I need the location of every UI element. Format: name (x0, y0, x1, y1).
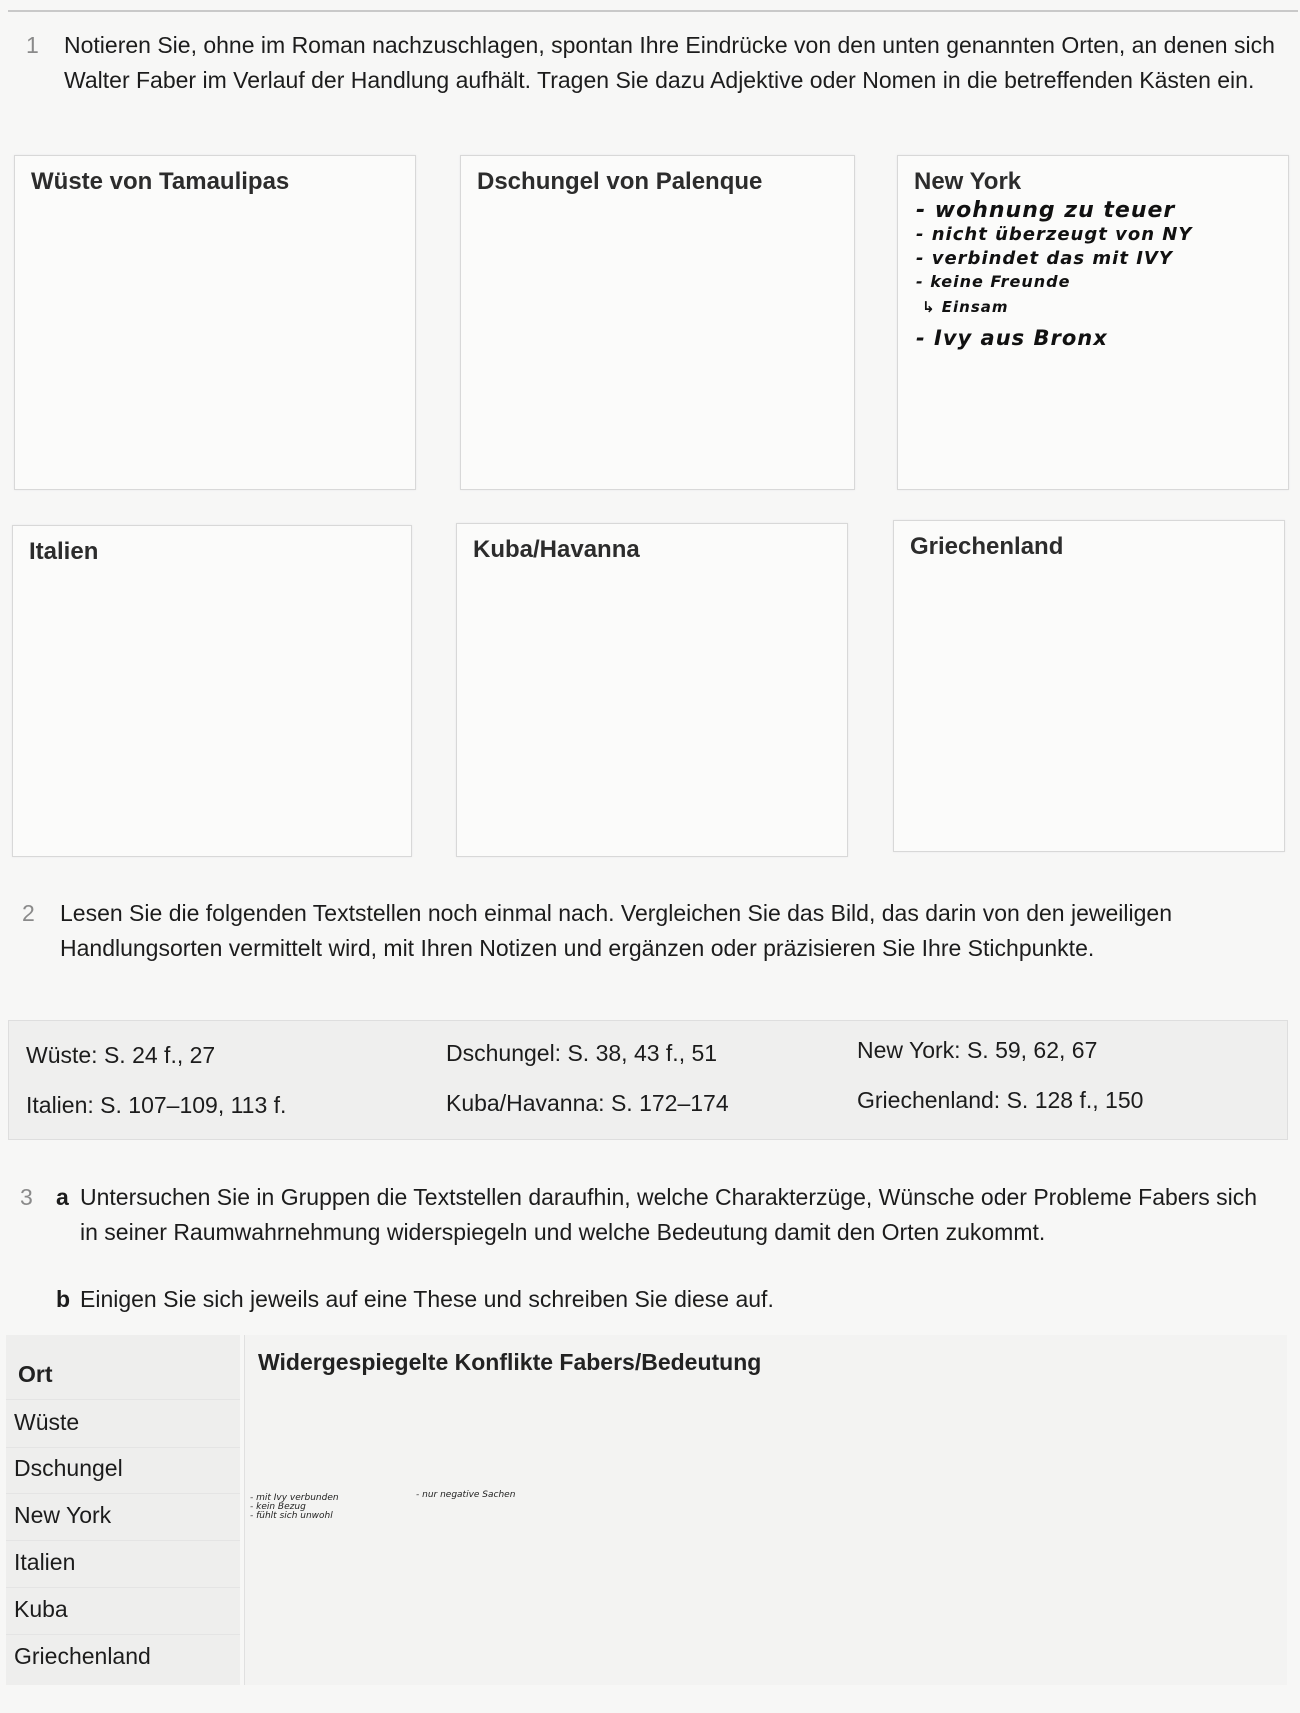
row-divider (6, 1587, 240, 1588)
box-wueste[interactable] (14, 155, 416, 490)
box-title: Kuba/Havanna (473, 536, 640, 563)
box-dschungel[interactable] (460, 155, 855, 490)
subtask-b-text: Einigen Sie sich jeweils auf eine These und schreiben Sie diese auf. (80, 1286, 774, 1312)
box-new-york[interactable] (897, 155, 1289, 490)
task-1 (26, 28, 1286, 138)
box-kuba[interactable] (456, 523, 848, 857)
table-row: Kuba (14, 1596, 68, 1622)
row-divider (6, 1634, 240, 1635)
task-2 (22, 896, 1282, 1006)
task-number: 1 (26, 32, 39, 58)
handwritten-note: - verbindet das mit IVY (916, 248, 1173, 269)
handwritten-note: ↳ Einsam (922, 298, 1009, 316)
table-row: Italien (14, 1549, 76, 1575)
table-header-ort: Ort (18, 1361, 53, 1387)
handwritten-note: - keine Freunde (916, 272, 1071, 291)
reference-dschungel: Dschungel: S. 38, 43 f., 51 (446, 1040, 718, 1066)
handwritten-note: - mit Ivy verbunden (250, 1493, 339, 1503)
box-griechenland[interactable] (893, 520, 1285, 852)
reference-italien: Italien: S. 107–109, 113 f. (26, 1092, 287, 1118)
subtask-a-text: Untersuchen Sie in Gruppen die Textstellen daraufhin, welche Charakterzüge, Wünsche oder Probleme Fabers sich in seiner Raumwahrnehmung widerspiegeln und welche Bedeutung damit den Orten zukommt. (80, 1184, 1258, 1245)
box-title: Wüste von Tamaulipas (31, 168, 290, 195)
analysis-table (6, 1335, 1286, 1685)
task-number: 3 (20, 1184, 33, 1210)
row-divider (6, 1493, 240, 1494)
reference-griechenland: Griechenland: S. 128 f., 150 (857, 1087, 1144, 1113)
handwritten-note: - wohnung zu teuer (916, 198, 1176, 223)
task-number: 2 (22, 900, 35, 926)
table-row: Griechenland (14, 1643, 151, 1669)
subtask-a-label: a (56, 1184, 69, 1210)
top-rule (8, 10, 1298, 12)
subtask-b-label: b (56, 1286, 71, 1312)
handwritten-note: - nicht überzeugt von NY (916, 224, 1193, 245)
box-title: Griechenland (910, 533, 1064, 560)
row-divider (6, 1540, 240, 1541)
reference-new-york: New York: S. 59, 62, 67 (857, 1037, 1098, 1063)
box-title: New York (914, 168, 1022, 195)
table-column-konflikte[interactable] (244, 1335, 1287, 1685)
handwritten-note: - kein Bezug (250, 1502, 306, 1512)
box-title: Italien (29, 538, 99, 565)
row-divider (6, 1399, 240, 1400)
task-text: Notieren Sie, ohne im Roman nachzuschlagen, spontan Ihre Eindrücke von den unten genannten Orten, an denen sich Walter Faber im Verlauf der Handlung aufhält. Tragen Sie dazu Adjektive oder Nomen in die betreffenden Kästen ein. (64, 32, 1275, 93)
table-row: New York (14, 1502, 112, 1528)
handwritten-note: - nur negative Sachen (416, 1490, 516, 1500)
reference-wueste: Wüste: S. 24 f., 27 (26, 1042, 216, 1068)
reference-kuba: Kuba/Havanna: S. 172–174 (446, 1090, 729, 1116)
task-3 (20, 1180, 1290, 1320)
table-row: Wüste (14, 1409, 80, 1435)
row-divider (6, 1447, 240, 1448)
box-italien[interactable] (12, 525, 412, 857)
table-header-konflikte: Widergespiegelte Konflikte Fabers/Bedeutung (258, 1349, 762, 1375)
box-title: Dschungel von Palenque (477, 168, 763, 195)
handwritten-note: - Ivy aus Bronx (916, 326, 1108, 350)
task-text: Lesen Sie die folgenden Textstellen noch einmal nach. Vergleichen Sie das Bild, das darin von den jeweiligen Handlungsorten vermittelt wird, mit Ihren Notizen und ergänzen oder präzisieren Sie Ihre Stichpunkte. (60, 900, 1172, 961)
handwritten-note: - fühlt sich unwohl (250, 1511, 333, 1521)
table-row: Dschungel (14, 1455, 123, 1481)
